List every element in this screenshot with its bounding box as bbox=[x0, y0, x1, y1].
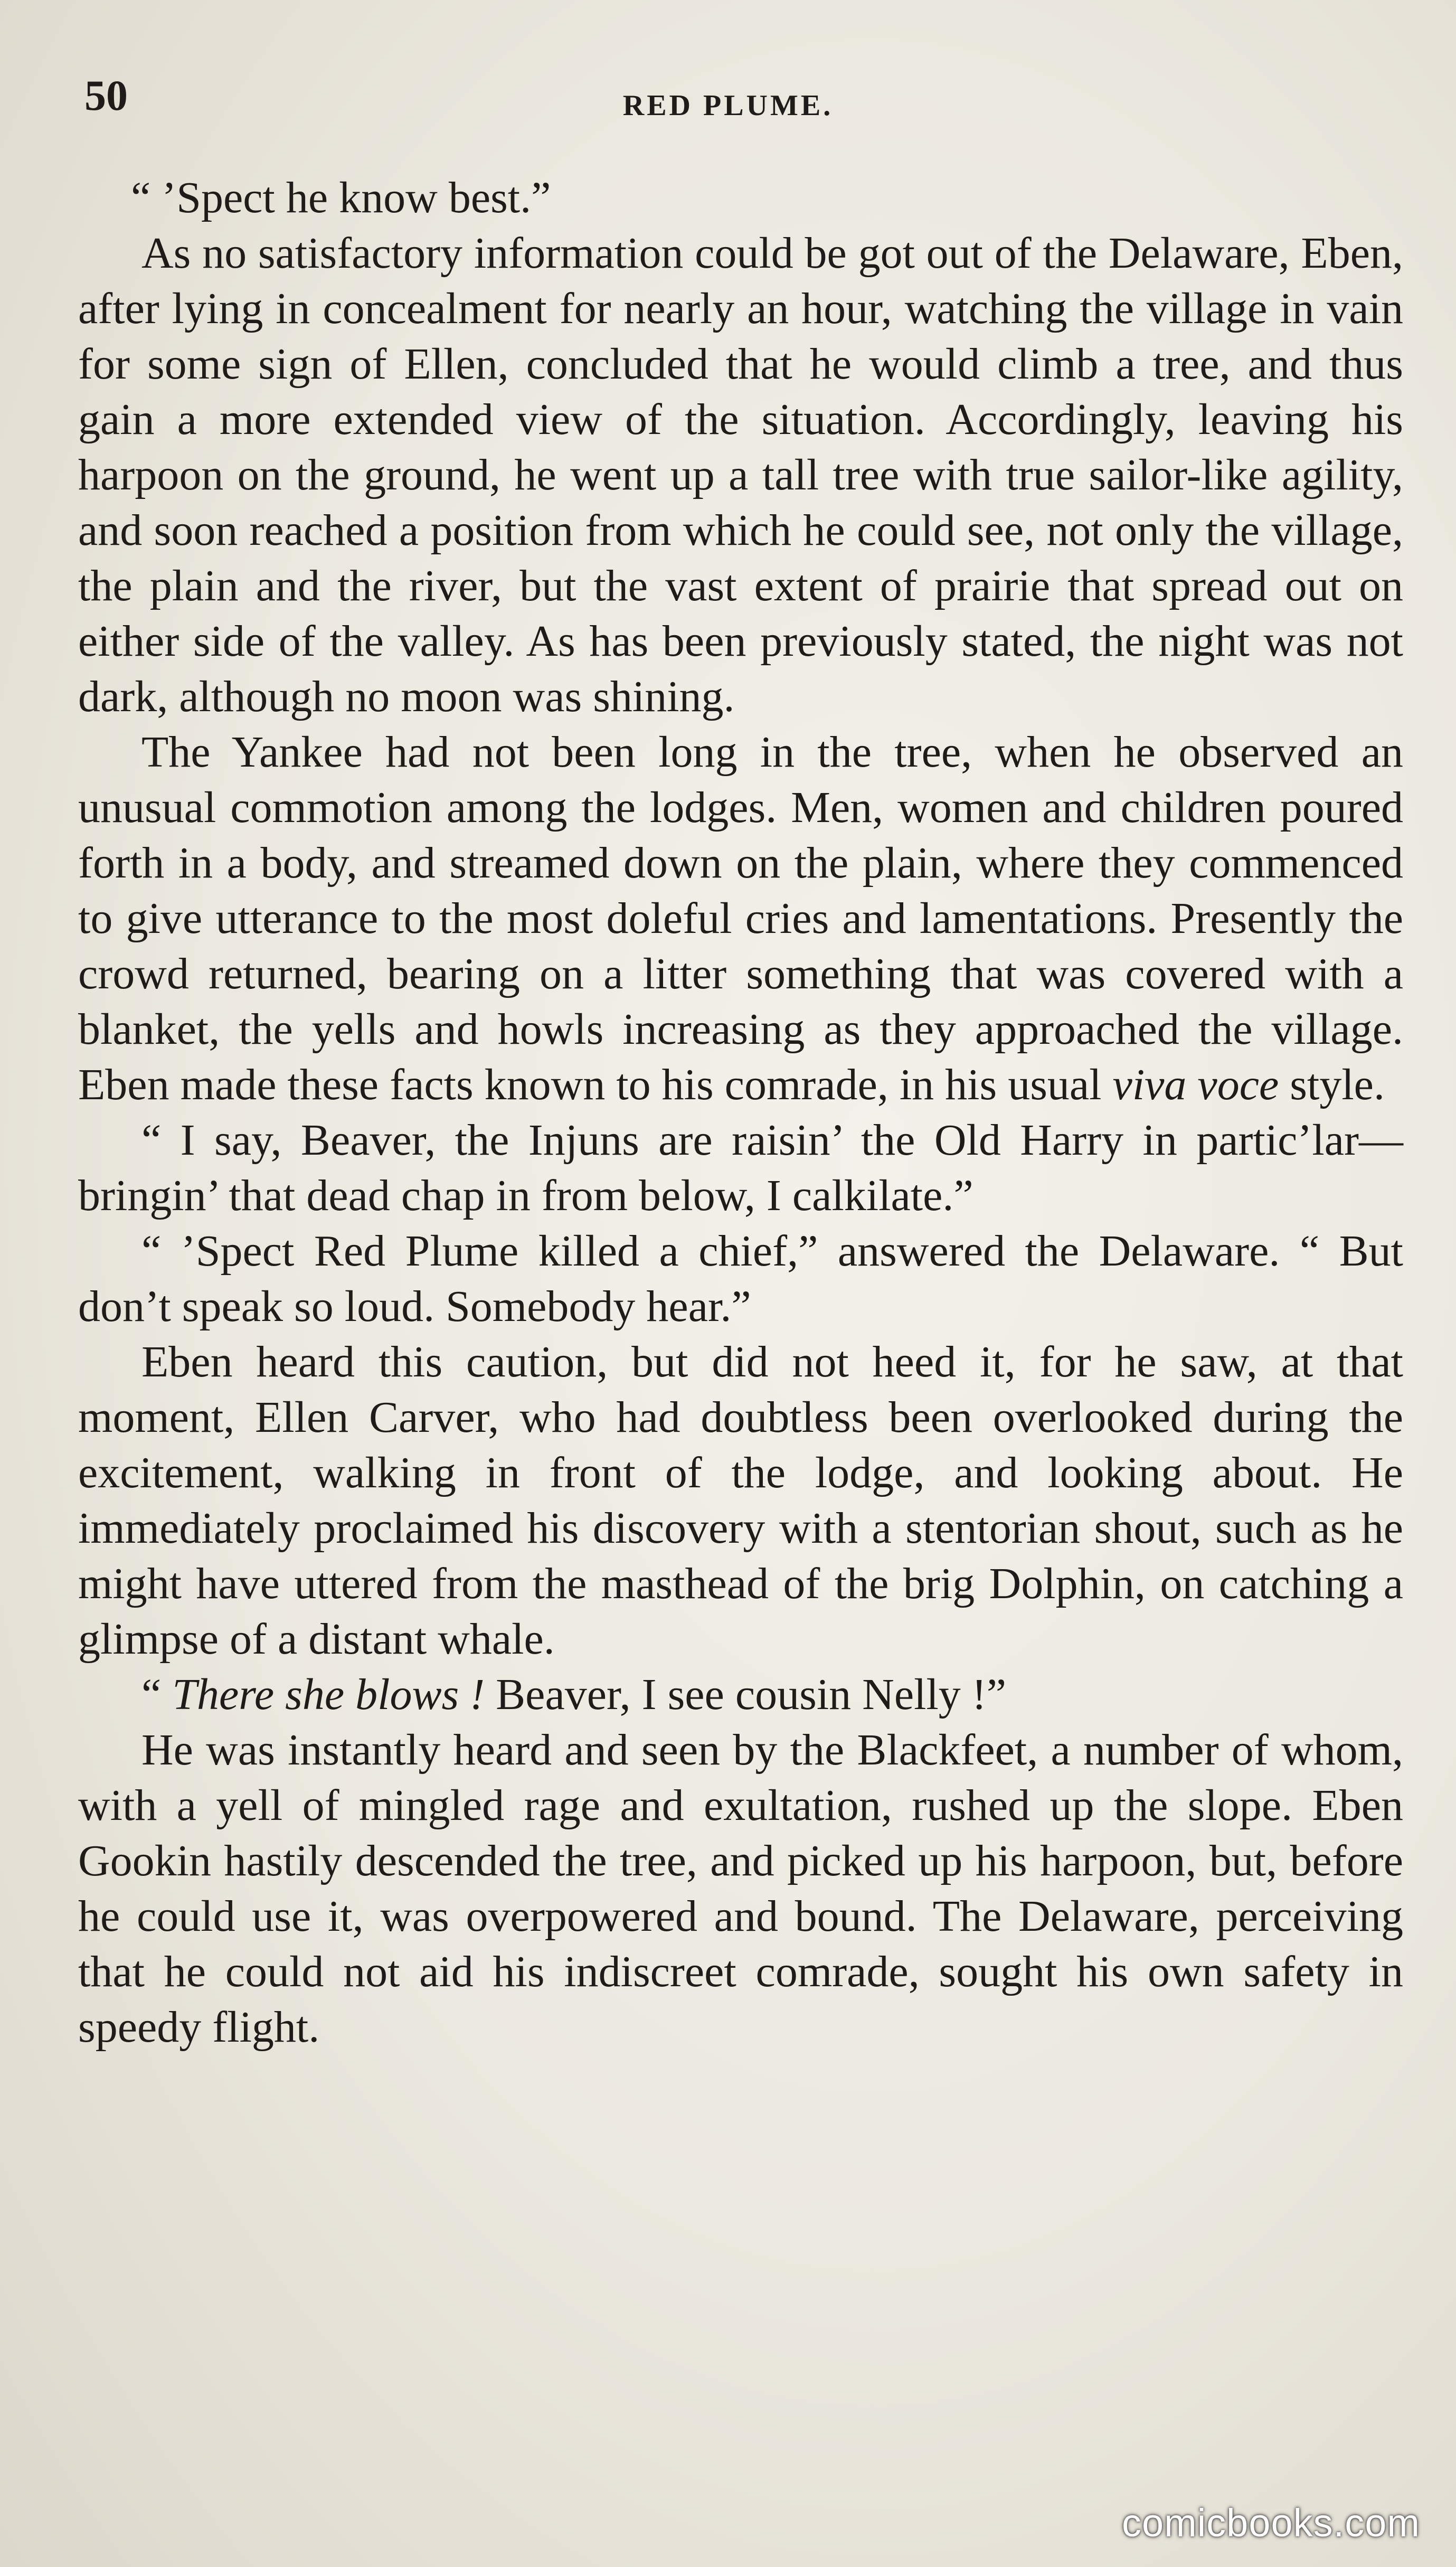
running-title: RED PLUME. bbox=[622, 89, 834, 122]
paragraph: He was instantly heard and seen by the Blackfeet, a number of whom, with a yell of mingled rage and exultation, rushed up the slope. Eben Gookin hastily descended the tree, and picked up his harpoon, but, before he could use it, was overpowered and bound. The Delaware, perceiving that he could not aid his indiscreet comrade, sought his own safety in speedy flight. bbox=[78, 1725, 1403, 2052]
body-text bbox=[78, 170, 1403, 2055]
page-number: 50 bbox=[84, 71, 128, 119]
paragraph: “ ’Spect he know best.” bbox=[131, 173, 551, 222]
italic-phrase: There she blows ! bbox=[172, 1670, 485, 1719]
paragraph: “ ’Spect Red Plume killed a chief,” answered the Delaware. “ But don’t speak so loud. Somebody hear.” bbox=[78, 1226, 1403, 1331]
italic-phrase: viva voce bbox=[1112, 1060, 1279, 1109]
paragraph: “ There she blows ! Beaver, I see cousin Nelly !” bbox=[141, 1670, 1007, 1719]
paragraph: “ I say, Beaver, the Injuns are raisin’ the Old Harry in partic’lar—bringin’ that dead chap in from below, I calkilate.” bbox=[78, 1116, 1403, 1220]
paragraph: As no satisfactory information could be got out of the Delaware, Eben, after lying in concealment for nearly an hour, watching the village in vain for some sign of Ellen, concluded that he would climb a tree, and thus gain a more extended view of the situation. Accordingly, leaving his harpoon on the ground, he went up a tall tree with true sailor-like agility, and soon reached a position from which he could see, not only the village, the plain and the river, but the vast extent of prairie that spread out on either side of the valley. As has been previously stated, the night was not dark, although no moon was shining. bbox=[78, 229, 1403, 721]
watermark: comicbooks.com bbox=[1121, 2501, 1420, 2545]
paragraph: Eben heard this caution, but did not heed it, for he saw, at that moment, Ellen Carver, who had doubtless been overlooked during the excitement, walking in front of the lodge, and looking about. He immediately proclaimed his discovery with a stentorian shout, such as he might have uttered from the masthead of the brig Dolphin, on catching a glimpse of a distant whale. bbox=[78, 1337, 1403, 1664]
paragraph: The Yankee had not been long in the tree, when he observed an unusual commotion among the lodges. Men, women and children poured forth in a body, and streamed down on the plain, where they commenced to give utterance to the most doleful cries and lamentations. Presently the crowd returned, bearing on a litter something that was covered with a blanket, the yells and howls increasing as they approached the village. Eben made these facts known to his comrade, in his usual viva voce style. bbox=[78, 728, 1403, 1109]
